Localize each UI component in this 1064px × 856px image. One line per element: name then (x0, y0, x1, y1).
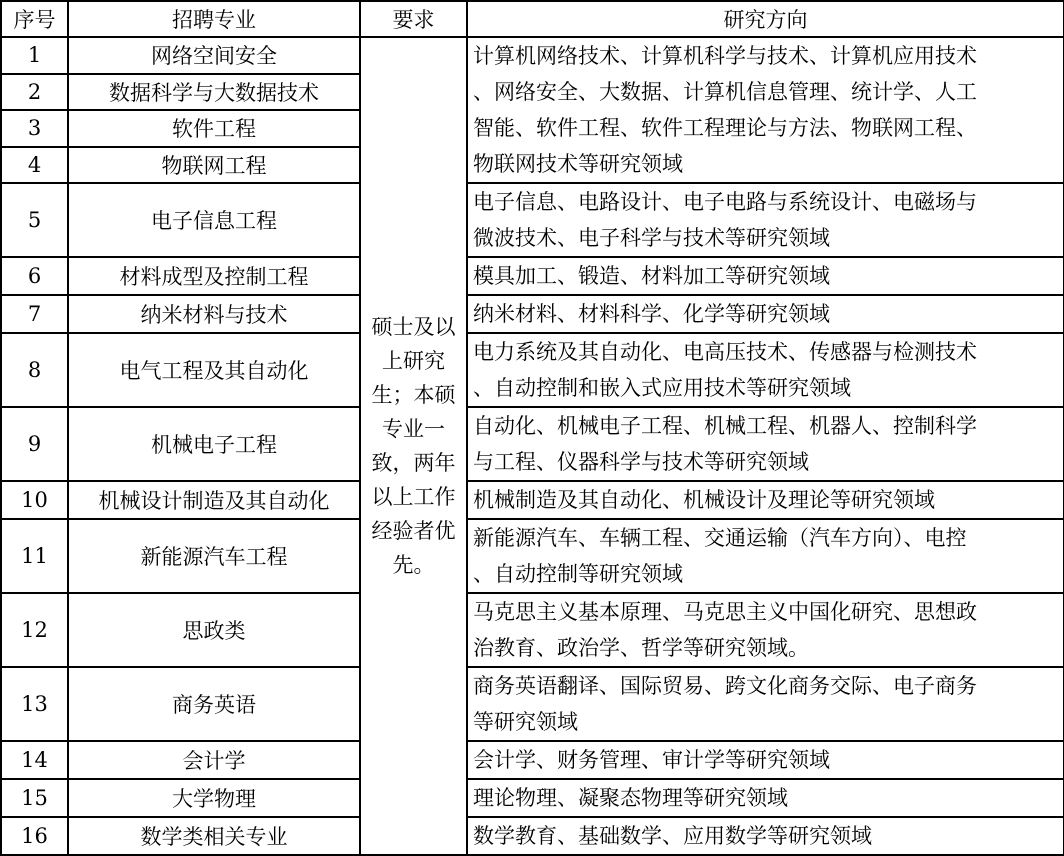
direction-cell (467, 593, 1064, 667)
direction-line: 、自动控制和嵌入式应用技术等研究领域 (473, 376, 851, 400)
direction-cell (467, 667, 1064, 741)
direction-line: 治教育、政治学、哲学等研究领域。 (473, 636, 809, 660)
row-major: 网络空间安全 (68, 37, 360, 74)
direction-cell (467, 333, 1064, 407)
row-major: 思政类 (68, 593, 360, 667)
row-no: 9 (1, 407, 68, 481)
row-major: 纳米材料与技术 (68, 295, 360, 333)
row-major: 新能源汽车工程 (68, 519, 360, 593)
table-row (1, 667, 1064, 741)
direction-line: 、网络安全、大数据、计算机信息管理、统计学、人工 (473, 80, 977, 104)
header-major: 招聘专业 (68, 1, 360, 37)
direction-cell (467, 817, 1064, 855)
requirement-line: 以上工作 (371, 485, 456, 509)
table-row (1, 295, 1064, 333)
row-major: 电子信息工程 (68, 183, 360, 257)
direction-line: 、自动控制等研究领域 (473, 562, 683, 586)
row-no: 11 (1, 519, 68, 593)
direction-line: 电力系统及其自动化、电高压技术、传感器与检测技术 (473, 340, 977, 364)
row-major: 电气工程及其自动化 (68, 333, 360, 407)
direction-cell (467, 295, 1064, 333)
row-no: 4 (1, 147, 68, 184)
requirement-line: 经验者优 (371, 519, 456, 543)
row-major: 商务英语 (68, 667, 360, 741)
direction-cell (467, 741, 1064, 779)
requirement-line: 生；本硕 (371, 383, 456, 407)
header-row (1, 1, 1064, 37)
header-no: 序号 (1, 1, 68, 37)
direction-line: 理论物理、凝聚态物理等研究领域 (473, 786, 788, 810)
table-row (1, 481, 1064, 519)
requirement-line: 上研究 (382, 349, 445, 373)
row-no: 7 (1, 295, 68, 333)
direction-line: 微波技术、电子科学与技术等研究领域 (473, 226, 830, 250)
direction-cell (467, 37, 1064, 183)
table-row (1, 593, 1064, 667)
table-row (1, 333, 1064, 407)
row-no: 5 (1, 183, 68, 257)
direction-line: 新能源汽车、车辆工程、交通运输（汽车方向）、电控 (473, 526, 967, 550)
direction-line: 商务英语翻译、国际贸易、跨文化商务交际、电子商务 (473, 674, 977, 698)
direction-line: 等研究领域 (473, 710, 578, 734)
requirement-line: 专业一 (382, 417, 445, 441)
requirement-cell (360, 37, 467, 855)
direction-line: 数学教育、基础数学、应用数学等研究领域 (473, 824, 872, 848)
direction-line: 物联网技术等研究领域 (473, 152, 683, 176)
table-row (1, 183, 1064, 257)
direction-line: 电子信息、电路设计、电子电路与系统设计、电磁场与 (473, 190, 977, 214)
direction-line: 纳米材料、材料科学、化学等研究领域 (473, 302, 830, 326)
direction-line: 自动化、机械电子工程、机械工程、机器人、控制科学 (473, 414, 977, 438)
direction-line: 智能、软件工程、软件工程理论与方法、物联网工程、 (473, 116, 977, 140)
row-no: 3 (1, 110, 68, 147)
requirement-line: 先。 (392, 553, 435, 577)
direction-cell (467, 481, 1064, 519)
row-major: 会计学 (68, 741, 360, 779)
row-no: 10 (1, 481, 68, 519)
table-row (1, 519, 1064, 593)
table-row (1, 741, 1064, 779)
table-row (1, 817, 1064, 855)
row-no: 8 (1, 333, 68, 407)
row-major: 物联网工程 (68, 147, 360, 184)
row-no: 14 (1, 741, 68, 779)
row-major: 机械设计制造及其自动化 (68, 481, 360, 519)
row-no: 2 (1, 74, 68, 111)
row-no: 1 (1, 37, 68, 74)
table-row (1, 407, 1064, 481)
row-major: 机械电子工程 (68, 407, 360, 481)
row-no: 16 (1, 817, 68, 855)
table-row (1, 779, 1064, 817)
direction-line: 计算机网络技术、计算机科学与技术、计算机应用技术 (473, 44, 977, 68)
header-direction: 研究方向 (467, 1, 1064, 37)
direction-line: 会计学、财务管理、审计学等研究领域 (473, 748, 830, 772)
row-major: 大学物理 (68, 779, 360, 817)
direction-cell (467, 257, 1064, 295)
requirement-line: 致，两年 (371, 451, 456, 475)
row-no: 12 (1, 593, 68, 667)
direction-cell (467, 183, 1064, 257)
table-row (1, 257, 1064, 295)
direction-line: 与工程、仪器科学与技术等研究领域 (473, 450, 809, 474)
direction-line: 模具加工、锻造、材料加工等研究领域 (473, 264, 830, 288)
row-major: 材料成型及控制工程 (68, 257, 360, 295)
requirement-line: 硕士及以 (371, 315, 456, 339)
direction-line: 马克思主义基本原理、马克思主义中国化研究、思想政 (473, 600, 977, 624)
row-no: 13 (1, 667, 68, 741)
table-row (1, 37, 1064, 74)
row-no: 15 (1, 779, 68, 817)
row-major: 数学类相关专业 (68, 817, 360, 855)
row-major: 数据科学与大数据技术 (68, 74, 360, 111)
direction-cell (467, 519, 1064, 593)
row-no: 6 (1, 257, 68, 295)
direction-cell (467, 779, 1064, 817)
direction-line: 机械制造及其自动化、机械设计及理论等研究领域 (473, 488, 935, 512)
row-major: 软件工程 (68, 110, 360, 147)
direction-cell (467, 407, 1064, 481)
header-requirement: 要求 (360, 1, 467, 37)
